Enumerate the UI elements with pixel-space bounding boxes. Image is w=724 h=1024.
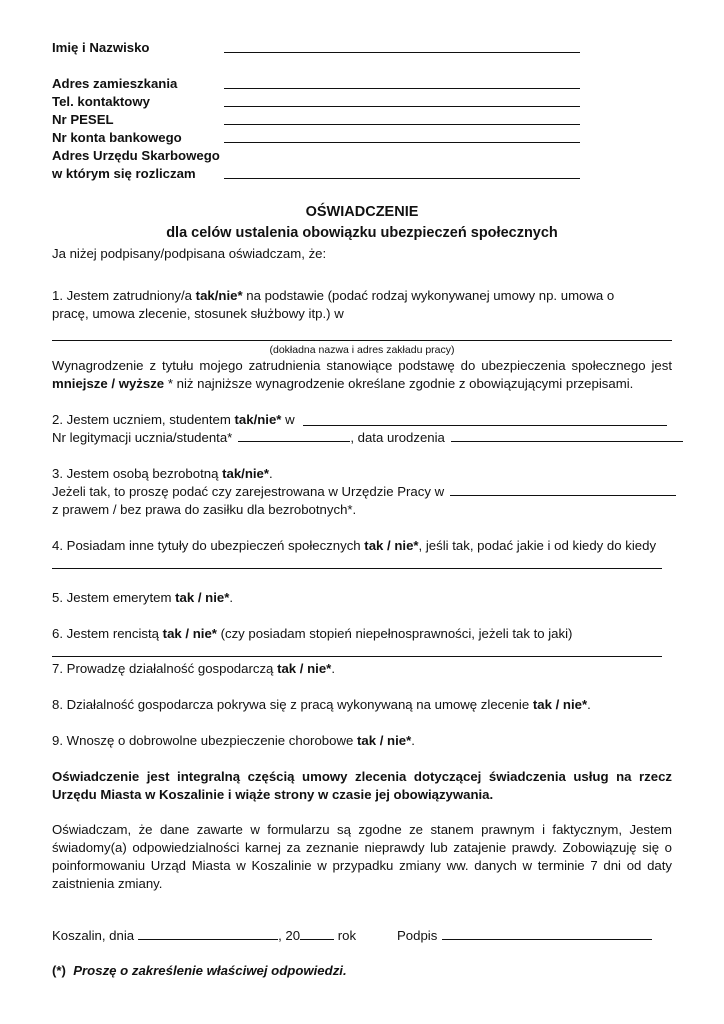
school-field-line[interactable] xyxy=(303,425,667,426)
item-4-line-1: 4. Posiadam inne tytuły do ubezpieczeń społecznych tak / nie*, jeśli tak, podać jakie i od kiedy do kiedy xyxy=(52,538,657,553)
item-1-choice[interactable]: tak/nie* xyxy=(195,288,243,303)
tax-office-label-1: Adres Urzędu Skarbowego xyxy=(52,148,220,163)
item-3-line-3: z prawem / bez prawa do zasiłku dla bezrobotnych*. xyxy=(52,502,357,517)
employer-field-line[interactable] xyxy=(52,340,672,341)
signature-block: Podpis xyxy=(397,928,652,943)
item-9-choice[interactable]: tak / nie* xyxy=(356,733,412,748)
item-9: 9. Wnoszę o dobrowolne ubezpieczenie chorobowe tak / nie*. xyxy=(52,733,415,748)
item-1-line-1: 1. Jestem zatrudniony/a tak/nie* na podstawie (podać rodzaj wykonywanej umowy np. umowa o xyxy=(52,288,615,303)
signature-field[interactable] xyxy=(442,928,652,940)
item-4-choice[interactable]: tak / nie* xyxy=(364,538,419,553)
contract-statement: Oświadczenie jest integralną częścią umowy zlecenia dotyczącej świadczenia usług na rzecz Urzędu Miasta w Koszalinie i wiąże strony w czasie jej obowiązywania. xyxy=(52,769,672,802)
item-3-line-1: 3. Jestem osobą bezrobotną tak/nie*. xyxy=(52,466,273,481)
name-label: Imię i Nazwisko xyxy=(52,40,150,55)
footnote-marker: (*) xyxy=(52,963,66,978)
item-1-line-2: pracę, umowa zlecenie, stosunek służbowy itp.) w xyxy=(52,306,344,321)
salary-line-1: Wynagrodzenie z tytułu mojego zatrudnienia stanowiące podstawę do ubezpieczenia społecznego jest xyxy=(52,358,672,373)
item-7-choice[interactable]: tak / nie* xyxy=(277,661,332,676)
date-field[interactable] xyxy=(138,928,278,940)
pesel-label: Nr PESEL xyxy=(52,112,114,127)
item-8-choice[interactable]: tak / nie* xyxy=(532,697,588,712)
item-2-line-1: 2. Jestem uczniem, studentem tak/nie* w xyxy=(52,412,295,427)
name-field-line[interactable] xyxy=(224,52,580,53)
disability-field-line[interactable] xyxy=(52,656,662,657)
item-3-choice[interactable]: tak/nie* xyxy=(222,466,270,481)
item-5-choice[interactable]: tak / nie* xyxy=(175,590,230,605)
salary-choice[interactable]: mniejsze / wyższe xyxy=(52,376,165,391)
item-5: 5. Jestem emerytem tak / nie*. xyxy=(52,590,234,605)
address-label: Adres zamieszkania xyxy=(52,76,178,91)
item-7: 7. Prowadzę działalność gospodarczą tak / nie*. xyxy=(52,661,335,676)
tax-office-label-2: w którym się rozliczam xyxy=(52,166,196,181)
item-6: 6. Jestem rencistą tak / nie* (czy posiadam stopień niepełnosprawności, jeżeli tak to jaki) xyxy=(52,626,573,641)
labor-office-field[interactable] xyxy=(450,484,676,496)
salary-line-2: mniejsze / wyższe * niż najniższe wynagrodzenie określane zgodnie z obowiązującymi przepisami. xyxy=(52,376,634,391)
document-title: OŚWIADCZENIE xyxy=(305,204,419,220)
item-6-choice[interactable]: tak / nie* xyxy=(162,626,217,641)
item-2-choice[interactable]: tak/nie* xyxy=(234,412,282,427)
student-id-field[interactable] xyxy=(238,430,350,442)
pesel-field-line[interactable] xyxy=(224,124,580,125)
item-2-line-2: Nr legitymacji ucznia/studenta* , data urodzenia xyxy=(52,430,683,445)
phone-field-line[interactable] xyxy=(224,106,580,107)
other-insurance-field-line[interactable] xyxy=(52,568,662,569)
employer-caption: (dokładna nazwa i adres zakładu pracy) xyxy=(269,344,455,356)
item-8: 8. Działalność gospodarcza pokrywa się z pracą wykonywaną na umowę zlecenie tak / nie*. xyxy=(52,697,591,712)
birth-date-field[interactable] xyxy=(451,430,683,442)
footnote-text: Proszę o zakreślenie właściwej odpowiedzi. xyxy=(73,963,347,978)
declaration-text: Oświadczam, że dane zawarte w formularzu są zgodne ze stanem prawnym i faktycznym, Jestem świadomy(a) odpowiedzialności karnej za zeznanie nieprawdy lub zatajenie prawdy. Zobowiązuję się o poinformowaniu Urząd Miasta w Koszalinie w przypadku zmiany ww. danych w terminie 7 dni od daty zaistnienia zmiany. xyxy=(52,822,672,891)
document-subtitle: dla celów ustalenia obowiązku ubezpieczeń społecznych xyxy=(166,225,558,241)
phone-label: Tel. kontaktowy xyxy=(52,94,150,109)
address-field-line[interactable] xyxy=(224,88,580,89)
footnote xyxy=(52,963,347,978)
signature-row: Koszalin, dnia , 20 rok xyxy=(52,928,357,943)
bank-account-label: Nr konta bankowego xyxy=(52,130,182,145)
item-3-line-2: Jeżeli tak, to proszę podać czy zarejestrowana w Urzędzie Pracy w xyxy=(52,484,676,499)
tax-office-field-line[interactable] xyxy=(224,178,580,179)
bank-account-field-line[interactable] xyxy=(224,142,580,143)
intro-text: Ja niżej podpisany/podpisana oświadczam, że: xyxy=(52,246,327,261)
year-field[interactable] xyxy=(300,928,334,940)
